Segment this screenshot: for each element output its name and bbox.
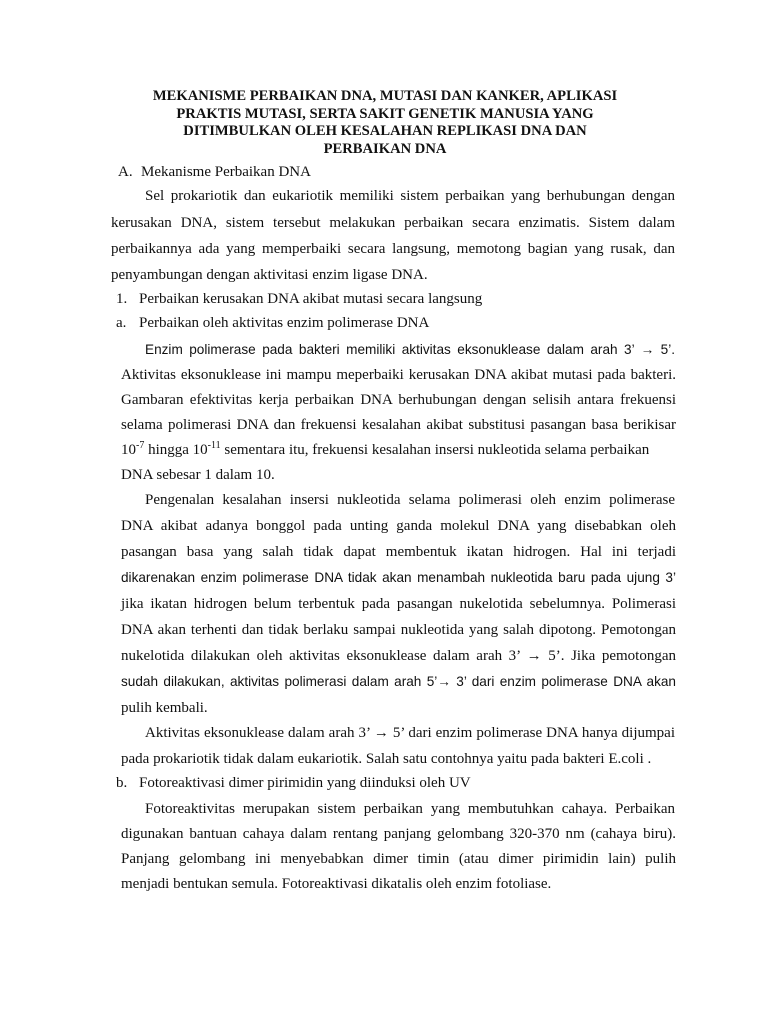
list-item-marker: a. — [116, 315, 127, 331]
paragraph-line: DNA akan terhenti dan tidak berlaku sampai nukleotida yang salah dipotong. Pemotongan — [121, 622, 676, 638]
paragraph-line: Enzim polimerase pada bakteri memiliki aktivitas eksonuklease dalam arah 3’ → 5’. — [145, 342, 675, 357]
paragraph-line: Gambaran efektivitas kerja perbaikan DNA berhubungan dengan selisih antara frekuensi — [121, 392, 676, 408]
section-a-marker: A. — [118, 164, 133, 180]
paragraph-line: Pengenalan kesalahan insersi nukleotida selama polimerasi oleh enzim polimerase — [145, 492, 675, 508]
list-item-marker: 1. — [116, 291, 128, 307]
paragraph-line: pada prokariotik tidak dalam eukariotik. Salah satu contohnya yaitu pada bakteri E.coli . — [121, 751, 652, 767]
document-title — [135, 88, 635, 158]
text-run: sementara itu, frekuensi kesalahan insersi nukleotida selama perbaikan — [220, 442, 650, 458]
list-item-marker: b. — [116, 775, 128, 791]
title-line: PERBAIKAN DNA — [323, 140, 447, 157]
paragraph-line: nukelotida dilakukan oleh aktivitas eksonuklease dalam arah 3’ → 5’. Jika pemotongan — [121, 648, 676, 664]
paragraph-line: pulih kembali. — [121, 700, 208, 716]
title-line: DITIMBULKAN OLEH KESALAHAN REPLIKASI DNA DAN — [183, 123, 587, 140]
paragraph-line: kerusakan DNA, sistem tersebut melakukan perbaikan secara enzimatis. Sistem dalam — [111, 215, 675, 231]
exponent: -11 — [207, 440, 221, 451]
paragraph-line: Panjang gelombang ini menyebabkan dimer timin (atau dimer pirimidin lain) pulih — [121, 851, 676, 867]
paragraph-line: penyambungan dengan aktivitasi enzim ligase DNA. — [111, 267, 428, 283]
list-item-text: Perbaikan kerusakan DNA akibat mutasi secara langsung — [139, 291, 483, 307]
exponent-base: 10 — [121, 442, 136, 458]
paragraph-line: DNA sebesar 1 dalam 10. — [121, 467, 275, 483]
paragraph-line: Sel prokariotik dan eukariotik memiliki sistem perbaikan yang berhubungan dengan — [145, 188, 675, 204]
paragraph-line: Aktivitas eksonuklease ini mampu meperbaiki kerusakan DNA akibat mutasi pada bakteri. — [121, 367, 676, 383]
exponent: -7 — [136, 440, 145, 451]
title-line: PRAKTIS MUTASI, SERTA SAKIT GENETIK MANUSIA YANG — [176, 105, 594, 122]
paragraph-line: Fotoreaktivitas merupakan sistem perbaikan yang membutuhkan cahaya. Perbaikan — [145, 801, 675, 817]
paragraph-line: digunakan bantuan cahaya dalam rentang panjang gelombang 320-370 nm (cahaya biru). — [121, 826, 676, 842]
paragraph-line: perbaikannya ada yang memperbaiki secara langsung, memotong bagian yang rusak, dan — [111, 241, 675, 257]
paragraph-line: sudah dilakukan, aktivitas polimerasi dalam arah 5’→ 3’ dari enzim polimerase DNA akan — [121, 674, 676, 689]
paragraph-line: Aktivitas eksonuklease dalam arah 3’ → 5’ dari enzim polimerase DNA hanya dijumpai — [145, 725, 675, 741]
title-line: MEKANISME PERBAIKAN DNA, MUTASI DAN KANKER, APLIKASI — [152, 88, 618, 104]
list-item-text: Fotoreaktivasi dimer pirimidin yang diinduksi oleh UV — [139, 775, 471, 791]
paragraph-line: dikarenakan enzim polimerase DNA tidak akan menambah nukleotida baru pada ujung 3’ — [121, 570, 676, 585]
paragraph-line: selama polimerasi DNA dan frekuensi kesalahan akibat substitusi pasangan basa berikisar — [121, 417, 676, 433]
paragraph-line: jika ikatan hidrogen belum terbentuk pada pasangan nukelotida sebelumnya. Polimerasi — [121, 596, 676, 612]
list-item-text: Perbaikan oleh aktivitas enzim polimerase DNA — [139, 315, 430, 331]
paragraph-line: DNA akibat adanya bonggol pada unting ganda molekul DNA yang disebabkan oleh — [121, 518, 676, 534]
paragraph-line-exponents — [121, 441, 676, 459]
section-a-heading: Mekanisme Perbaikan DNA — [141, 164, 311, 180]
paragraph-line: pasangan basa yang salah tidak dapat membentuk ikatan hidrogen. Hal ini terjadi — [121, 544, 676, 560]
paragraph-line: menjadi bentukan semula. Fotoreaktivasi dikatalis oleh enzim fotoliase. — [121, 876, 552, 892]
text-run: hingga 10 — [144, 442, 208, 458]
